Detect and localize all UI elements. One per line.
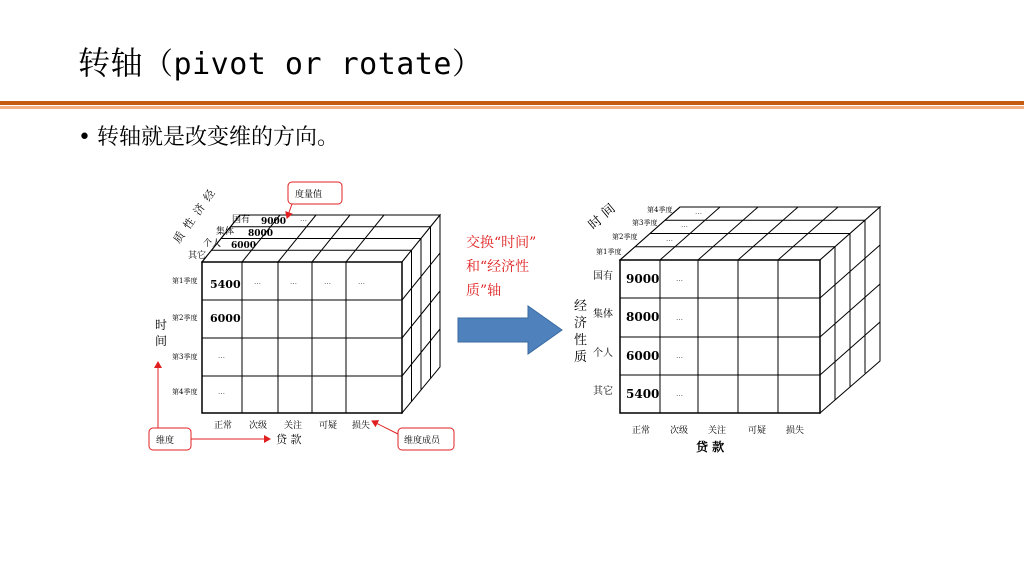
right-row-label-1: 国有 bbox=[593, 271, 613, 282]
right-front-placeholder-3: … bbox=[676, 352, 683, 360]
pivot-note-line-1: 交换“时间” bbox=[466, 235, 537, 251]
left-row-label-3: 第3季度 bbox=[172, 353, 198, 361]
right-depth-placeholder-1: … bbox=[695, 208, 702, 216]
pivot-note bbox=[466, 234, 536, 299]
right-depth-label-1: 第4季度 bbox=[647, 206, 673, 214]
left-depth-label-4: 其它 bbox=[188, 251, 207, 261]
left-depth-label-3: 个人 bbox=[203, 239, 222, 249]
left-depth-title bbox=[170, 187, 218, 245]
callout-members bbox=[372, 421, 454, 450]
left-col-label-4: 可疑 bbox=[319, 421, 338, 431]
left-col-label-5: 损失 bbox=[352, 421, 371, 431]
left-row-label-1: 第1季度 bbox=[172, 277, 198, 285]
left-front-value-1: 5400 bbox=[210, 278, 241, 291]
right-front-value-1: 9000 bbox=[626, 272, 660, 286]
left-col-label-1: 正常 bbox=[214, 421, 233, 431]
left-placeholder-6: … bbox=[218, 388, 225, 396]
right-col-title: 贷 款 bbox=[696, 440, 725, 454]
right-col-label-3: 关注 bbox=[708, 426, 727, 436]
left-placeholder-2: … bbox=[290, 278, 297, 286]
left-depth-value-2: 8000 bbox=[248, 229, 274, 239]
right-front-value-4: 5400 bbox=[626, 387, 660, 401]
left-depth-title-2: 济 bbox=[190, 201, 208, 218]
right-front-value-2: 8000 bbox=[626, 310, 660, 324]
left-placeholder-3: … bbox=[324, 278, 331, 286]
callout-dimension-label: 维度 bbox=[156, 436, 175, 446]
pivot-arrow bbox=[458, 306, 562, 354]
callout-measure bbox=[287, 182, 342, 218]
left-placeholder-4: … bbox=[358, 278, 365, 286]
right-depth-label-2: 第3季度 bbox=[632, 219, 658, 227]
right-depth-label-3: 第2季度 bbox=[612, 233, 638, 241]
left-depth-label-1: 国有 bbox=[232, 215, 251, 225]
title-latin: （pivot or rotate） bbox=[143, 47, 483, 82]
right-row-label-3: 个人 bbox=[593, 348, 613, 359]
right-row-title-3: 性 bbox=[574, 333, 588, 348]
left-depth-title-3: 性 bbox=[180, 215, 198, 232]
right-row-label-4: 其它 bbox=[593, 386, 613, 397]
right-front-value-3: 6000 bbox=[626, 349, 660, 363]
left-depth-value-3: 6000 bbox=[231, 241, 257, 251]
left-placeholder-7: … bbox=[300, 215, 307, 223]
title-cjk: 转轴 bbox=[78, 44, 144, 82]
left-depth-title-4: 质 bbox=[170, 229, 188, 246]
left-row-label-4: 第4季度 bbox=[172, 388, 198, 396]
right-depth-placeholder-3: … bbox=[666, 235, 673, 243]
right-depth-title-1: 间 bbox=[598, 201, 619, 222]
right-front-placeholder-4: … bbox=[676, 390, 683, 398]
right-col-label-4: 可疑 bbox=[748, 426, 767, 436]
right-col-label-1: 正常 bbox=[632, 426, 651, 436]
callout-measure-label: 度量值 bbox=[295, 190, 323, 200]
right-front-placeholder-1: … bbox=[676, 275, 683, 283]
right-col-label-5: 损失 bbox=[786, 426, 805, 436]
right-row-title-1: 经 bbox=[574, 299, 588, 314]
bullet-dot: • bbox=[78, 125, 91, 150]
left-front-value-2: 6000 bbox=[210, 312, 241, 325]
right-row-label-2: 集体 bbox=[593, 309, 613, 320]
right-row-title-2: 济 bbox=[574, 316, 588, 331]
right-depth-title-2: 时 bbox=[585, 213, 606, 234]
callout-members-label: 维度成员 bbox=[404, 436, 441, 446]
left-col-label-2: 次级 bbox=[249, 421, 268, 431]
right-depth-label-4: 第1季度 bbox=[596, 248, 622, 256]
right-col-label-2: 次级 bbox=[670, 426, 689, 436]
left-depth-title-1: 经 bbox=[200, 187, 218, 204]
left-col-title: 贷 款 bbox=[276, 433, 302, 446]
left-row-title-1: 时 bbox=[155, 318, 168, 332]
left-placeholder-5: … bbox=[218, 352, 225, 360]
pivot-note-line-2: 和“经济性 bbox=[466, 259, 530, 275]
left-row-title-2: 间 bbox=[155, 334, 168, 348]
left-depth-value-1: 9000 bbox=[261, 217, 287, 227]
pivot-note-line-3: 质”轴 bbox=[466, 283, 502, 299]
left-depth-label-2: 集体 bbox=[216, 227, 235, 237]
right-front-placeholder-2: … bbox=[676, 314, 683, 322]
bullet-text: 转轴就是改变维的方向。 bbox=[96, 125, 339, 150]
right-depth-placeholder-2: … bbox=[681, 221, 688, 229]
right-depth-title bbox=[586, 200, 619, 233]
left-placeholder-1: … bbox=[254, 278, 261, 286]
left-row-label-2: 第2季度 bbox=[172, 314, 198, 322]
left-col-label-3: 关注 bbox=[284, 421, 303, 431]
right-row-title-4: 质 bbox=[574, 350, 588, 365]
